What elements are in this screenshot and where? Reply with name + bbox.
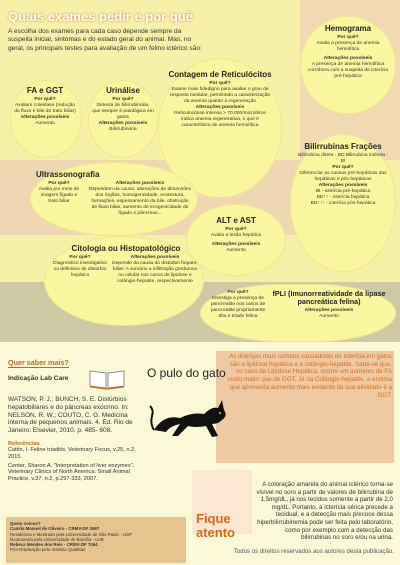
card-ultrassonografia [36, 170, 196, 217]
why-label: Por quê? [225, 227, 247, 232]
alt-text: Aumento [226, 248, 246, 253]
quer-saber-heading: Quer saber mais? [8, 358, 69, 367]
alt-text: Aumento [319, 314, 339, 319]
card-title: ALT e AST [216, 216, 256, 225]
quem-line-5: Pós-Graduação pelo Instituto Qualittas [10, 547, 86, 553]
black-cat-icon [148, 384, 228, 446]
card-citologia [52, 244, 200, 285]
card-hemograma [306, 24, 390, 80]
alt-text: Dependem da causa: alterações de dimensões dos órgãos, homogeneidade, ecotextura, formações, espessamento da bile, obstrução de fluxo biliar, aumento de ecogenicidade de fígado e pâncreas... [88, 187, 192, 216]
quem-somos [10, 521, 182, 553]
references-column [8, 352, 148, 483]
card-bilirrubinas [298, 142, 388, 207]
card-reticulocitos [168, 70, 272, 129]
quem-line-4: Rebeca Mendes dos Reis - CRMV-DF 7064 [10, 542, 98, 548]
why-label: Por quê? [227, 290, 249, 295]
why-label: Por quê? [112, 97, 134, 102]
alt-label: Alterações possíveis [304, 308, 354, 313]
why-label: Por quê? [69, 255, 91, 260]
quem-title: Quem somos? [10, 521, 41, 526]
fique-title: Fique atento [196, 511, 235, 540]
alt-label: Alterações possíveis [130, 255, 180, 260]
indicacao-heading: Indicação Lab Care [8, 375, 69, 382]
card-title: Ultrassonografia [36, 170, 100, 179]
alt-label: Alterações possíveis [20, 115, 70, 120]
pulo-title: O pulo do gato [147, 366, 226, 380]
alt-text-3: BD↑↑↑ - icterícia pós-hepática [310, 201, 376, 206]
why-label: Por quê? [337, 35, 359, 40]
alt-label: Alterações possíveis [115, 181, 165, 186]
card-title: FA e GGT [26, 86, 64, 95]
card-urinalise [92, 86, 154, 133]
reference-2: Center, Sharon A. "Interpretation of liver enzymes". Veterinary Clinics of North America: Small Animal Practice, v.37, n.2, p.297-333, 2007. [8, 462, 135, 483]
alt-label: Alterações possíveis [211, 242, 261, 247]
card-title: Contagem de Reticulócitos [168, 70, 272, 79]
alt-label: Alterações possíveis [323, 56, 373, 61]
quem-line-2: Residência e Mestrado pela Universidade de São Paulo - USP [10, 531, 132, 537]
card-title: Urinálise [106, 86, 140, 95]
why-label: Por quê? [332, 165, 354, 170]
card-fa-ggt [14, 86, 76, 127]
why-text: Avaliam colestase (redução do fluxo e bile do trato biliar) [14, 103, 76, 114]
alt-label: Alterações possíveis [98, 121, 148, 126]
card-title: Hemograma [324, 24, 372, 33]
references-heading: Referências [8, 440, 40, 447]
alt-text: Aumento [35, 121, 55, 126]
alt-text-2: BD↑↑ - icterícia hepática [316, 195, 370, 200]
card-title: Bilirrubinas Frações [304, 142, 382, 151]
alt-label: Alterações possíveis [195, 105, 245, 110]
alt-label: Alterações possíveis [318, 183, 368, 188]
pulo-text: As doenças mais comuns causadoras de icterícia em gatos são a lipidose hepática e a colângio-hepatite. Sabe-se que, no caso da Lipidose Hepática, ocorre um aumento de FA muito maior que de GGT. Já na Colângio-hepatite, a enzima que apresenta aumento mais evidente da sua atividade é a GGT. [227, 353, 392, 399]
why-text: Detecta de bilirrubinúria, que sempre é patológica em gatos [92, 103, 154, 120]
card-title: fPLI (Imunorreatividade da lipase pancreática felina) [272, 289, 386, 306]
why-text: Diferenciar as causas pré-hepáticas das hepáticas e pós-hepáticas [299, 171, 387, 182]
quem-line-1: Camila Manoel de Oliveira - CRMV-DF 2687 [10, 526, 100, 532]
alt-text: Bilirrubinúria [109, 127, 137, 132]
why-text: Avalia por meio de imagem fígado e trato biliar [38, 187, 80, 204]
intro-text: A escolha dos exames para cada caso depende sempre da suspeita inicial, sintomas e do estado geral do animal. Mas, no geral, os principais testes para avaliação de um felino ictérico são: [8, 28, 202, 52]
alt-text-1: BI - icterícia pré-hepática [315, 189, 371, 194]
main-reference: WATSON, P. J.; BUNCH, S. E. Distúrbios hepatobiliares e do pâncreas exócrino. In: NELSON, R. W.; COUTO, C. G. Medicina interna de pequenos animais. 4. Ed. Rio de Janeiro: Elsevier, 2010. p. 485- 608. [8, 396, 133, 435]
card-fpli [210, 290, 390, 320]
quem-line-3: Doutoranda pela Universidade de Brasília - UnB [10, 536, 104, 542]
sub-text: Bilirrubina direta - BD Bilirrubina indireta - BI [298, 153, 388, 164]
why-label: Por quê? [34, 97, 56, 102]
card-title: Citologia ou Histopatológico [71, 244, 181, 253]
copyright-text: Todos os direitos reservados aos autores desta publicação. [233, 548, 394, 555]
card-alt-ast [194, 216, 278, 254]
fique-text: A coloração amarela do animal ictérico torna-se visível no soro a partir de valores de bilirrubina de 1,5mg/dL, já nos tecidos somente a partir de 2,0 mg/dL. Portanto, a icterícia sérica precede a tecidual, e a detecção mais precoce dessa hiperbilirrubinemia pode ser feita pelo laboratório, como por exemplo com a detecção das bilirrubinas no soro e/ou na urina. [256, 481, 393, 542]
why-label: Por quê? [209, 81, 231, 86]
why-text: Diagnóstico investigativo ou definitivo de distúrbio hepático [53, 261, 107, 278]
page-title: Quais exames pedir e por quê [8, 9, 193, 24]
alt-text: Reticulocitose intensa > 70.000/microlitros indica anemia regenerativa, o que é característica de anemia hemolítica [174, 111, 266, 128]
book-icon [88, 368, 126, 390]
why-text: Investiga a presença de pancreatite nos casos de pancreatite propriamente dita e tríade felina [210, 296, 266, 319]
reference-1: Cattin, I. Feline triaditis. Veterinary Focus, v.25, n.2, 2015. [8, 446, 136, 460]
why-text: Avalia a lesão hepática [210, 233, 262, 238]
why-label: Por quê? [48, 181, 70, 186]
why-text: Avalia a presença de anemia hemolítica [316, 41, 380, 52]
alt-text: Depende da causa do distúrbio hepato-biliar: A sumário a infiltração gordurosa ou celular nos casos de lipidose e colângio-hepatite, respectivamente [112, 261, 198, 284]
why-text: Exame mais fidedigno para avaliar o grau de resposta medular, permitindo a caracterização da anemia quanto à regeneração [169, 87, 271, 104]
alt-text: A presença de anemia hemolítica corrobora com a suspeita de icterícia pré-hepática [307, 62, 389, 79]
